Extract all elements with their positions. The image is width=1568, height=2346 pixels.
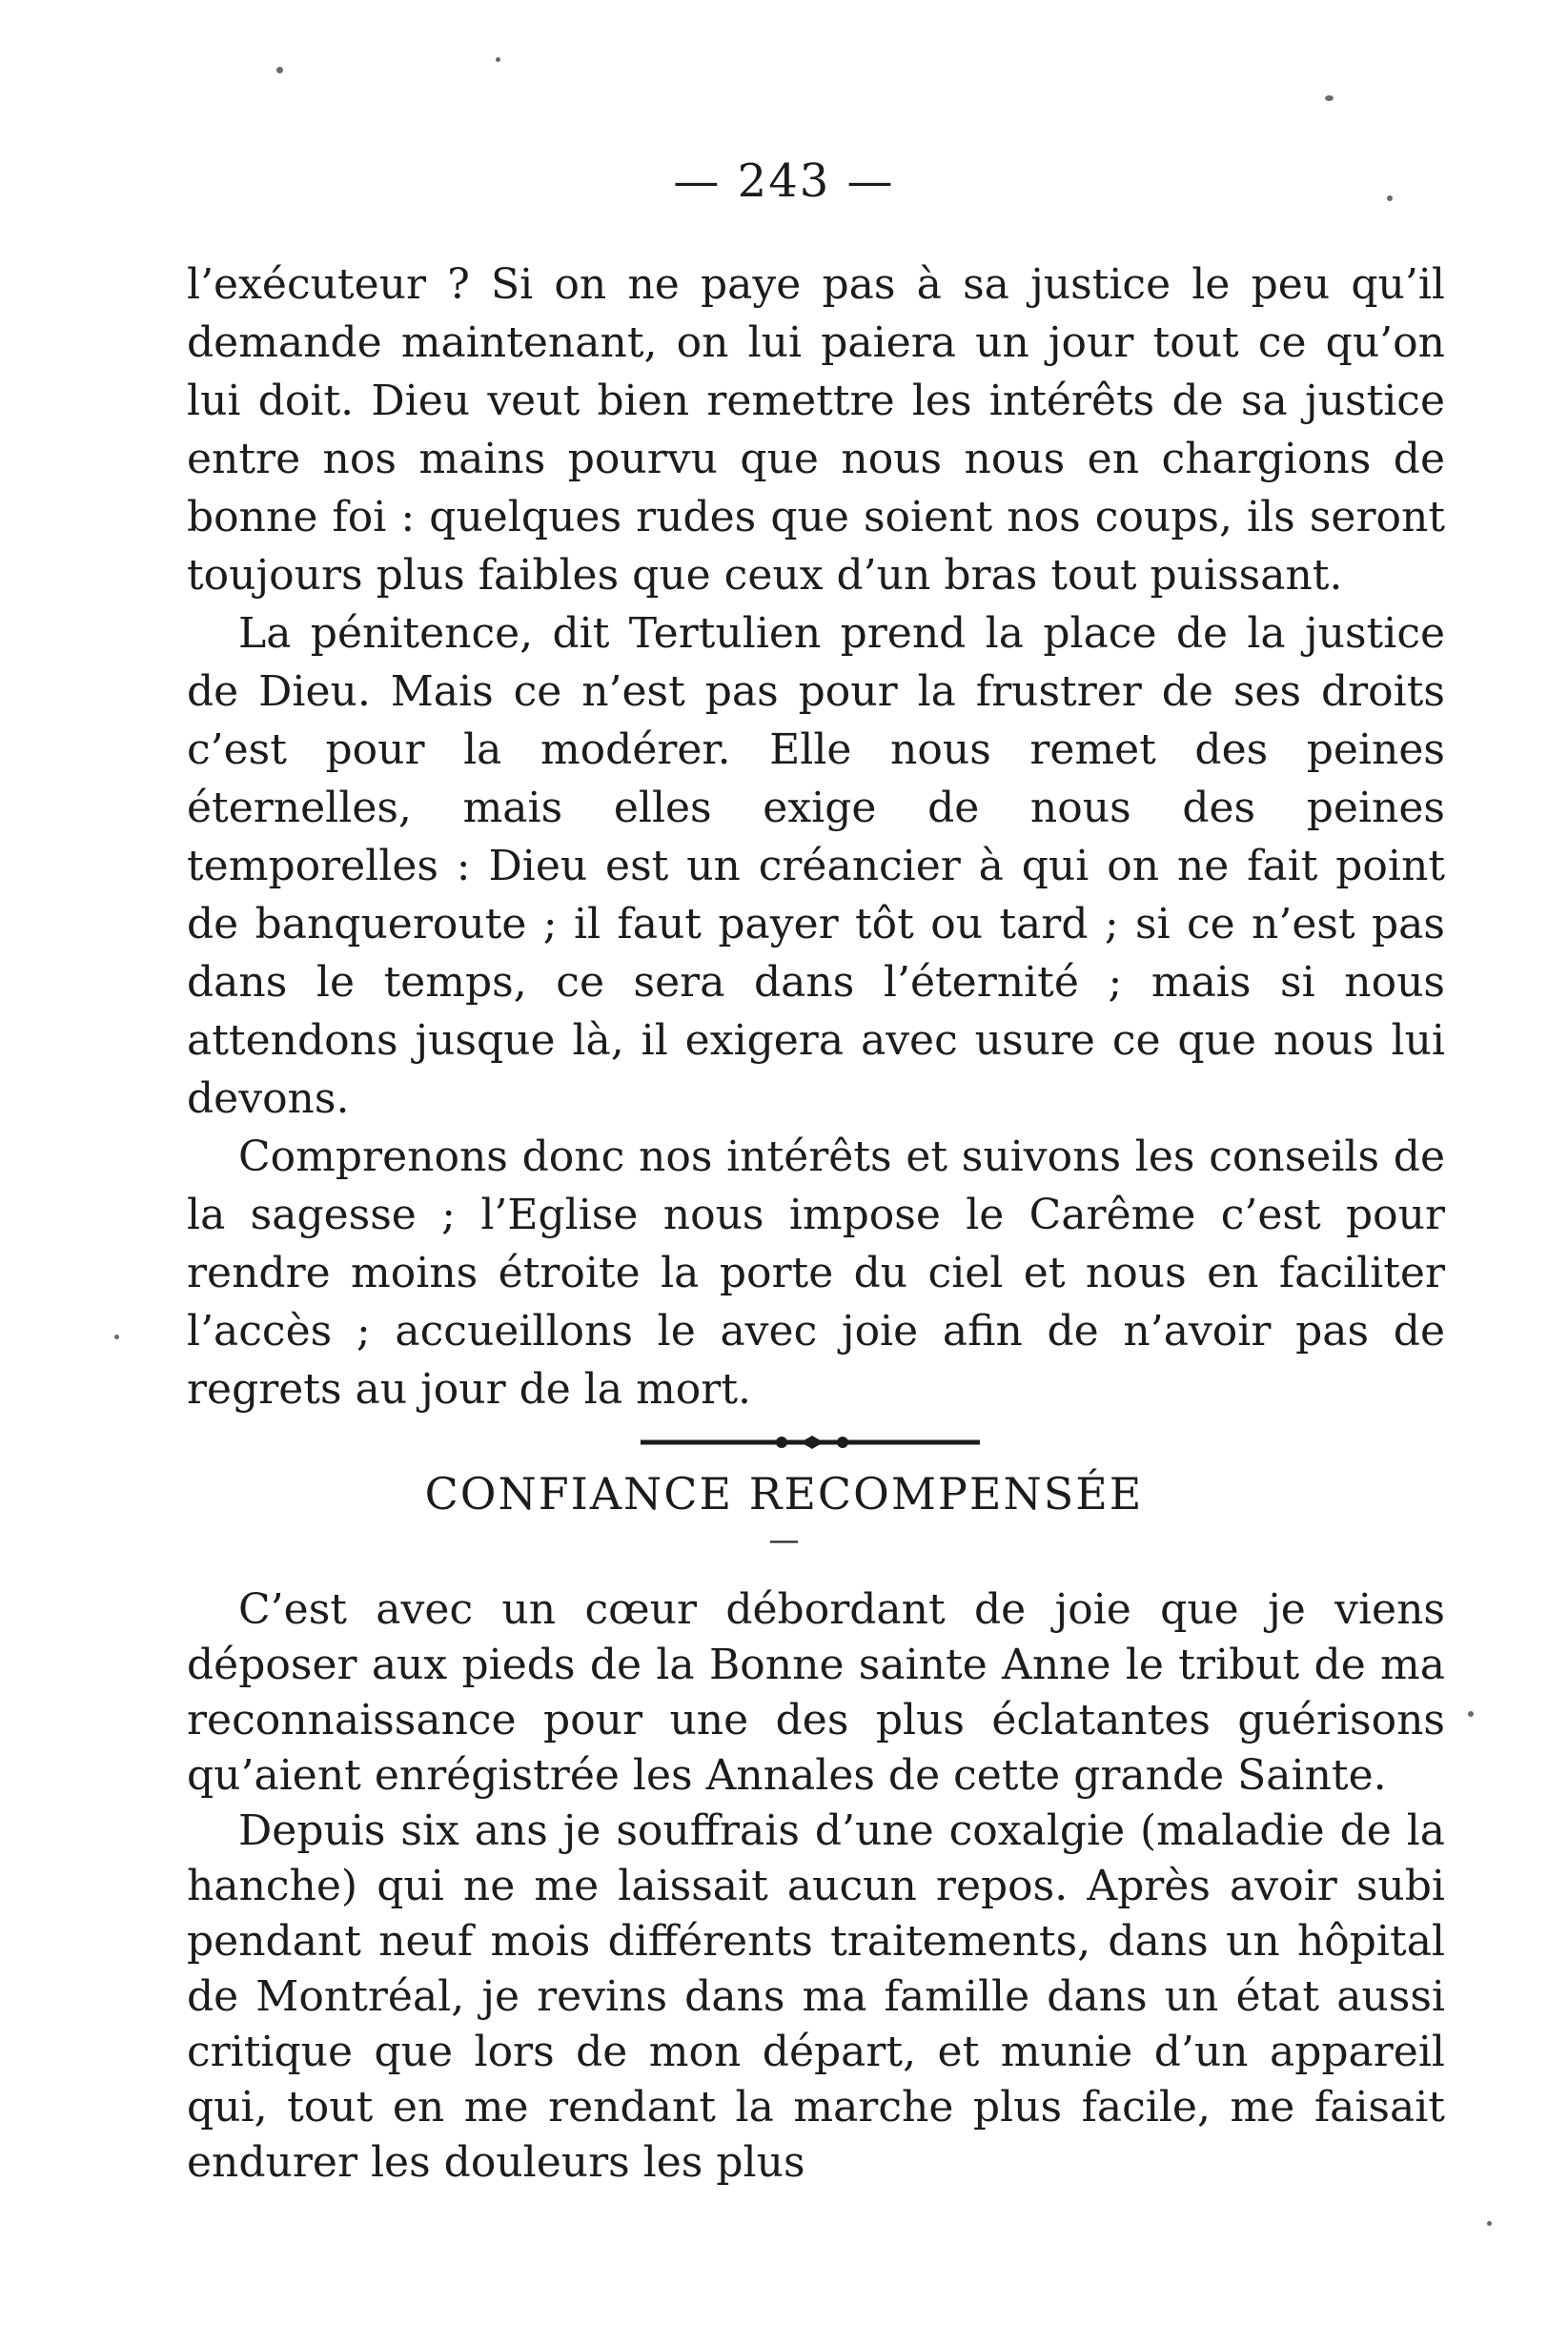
paragraph: Comprenons donc nos intérêts et suivons les conseils de la sagesse ; l’Eglise nous impose le Carême c’est pour rendre moins étroite la porte du ciel et nous en faciliter l’accès ; accueillons le avec joie afin de n’avoir pas de regrets au jour de la mort.: [187, 1132, 1445, 1414]
scan-speck: [1468, 1711, 1474, 1717]
section-mark: —: [768, 1521, 800, 1558]
scan-speck: [1487, 2221, 1492, 2226]
ornament-divider: [639, 1436, 982, 1449]
body-text: [187, 255, 1445, 1418]
paragraph: l’exécuteur ? Si on ne paye pas à sa justice le peu qu’il demande maintenant, on lui paiera un jour tout ce qu’on lui doit. Dieu veut bien remettre les intérêts de sa justice entre nos mains pourvu que nous nous en chargions de bonne foi : quelques rudes que soient nos coups, ils seront toujours plus faibles que ceux d’un bras tout puissant.: [187, 260, 1445, 600]
scan-speck: [114, 1335, 119, 1339]
paragraph: C’est avec un cœur débordant de joie que je viens déposer aux pieds de la Bonne sainte Anne le tribut de ma reconnaissance pour une des plus éclatantes guérisons qu’aient enrégistrée les Annales de cette grande Sainte.: [187, 1585, 1445, 1800]
scan-speck: [1387, 195, 1393, 201]
section-body-text: [187, 1582, 1445, 2191]
scan-speck: [496, 57, 500, 62]
page-number: — 243 —: [673, 154, 895, 208]
paragraph: Depuis six ans je souffrais d’une coxalgie (maladie de la hanche) qui ne me laissait aucun repos. Après avoir subi pendant neuf mois différents traitements, dans un hôpital de Montréal, je revins dans ma famille dans un état aussi critique que lors de mon départ, et munie d’un appareil qui, tout en me rendant la marche plus facile, me faisait endurer les douleurs les plus: [187, 1806, 1445, 2187]
section-title: CONFIANCE RECOMPENSÉE: [424, 1468, 1144, 1520]
paragraph: La pénitence, dit Tertulien prend la place de la justice de Dieu. Mais ce n’est pas pour la frustrer de ses droits c’est pour la modérer. Elle nous remet des peines éternelles, mais elles exige de nous des peines temporelles : Dieu est un créancier à qui on ne fait point de banqueroute ; il faut payer tôt ou tard ; si ce n’est pas dans le temps, ce sera dans l’éternité ; mais si nous attendons jusque là, il exigera avec usure ce que nous lui devons.: [187, 609, 1445, 1123]
scan-speck: [1325, 95, 1334, 101]
scan-speck: [276, 67, 283, 73]
